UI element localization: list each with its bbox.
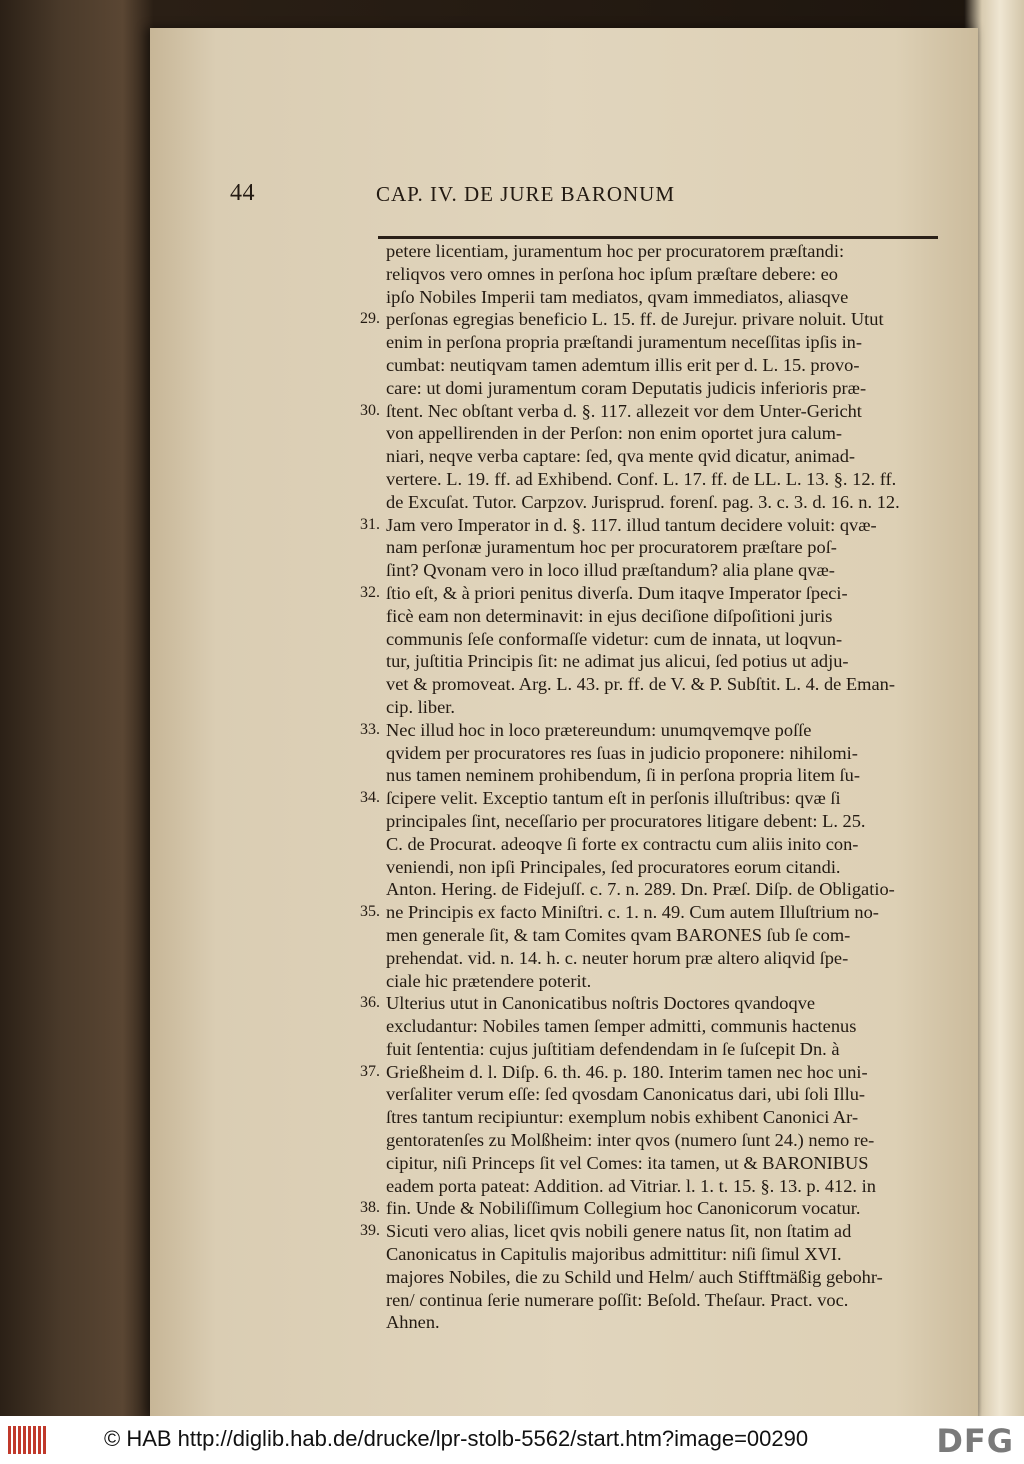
line-text: qvidem per procuratores res ſuas in judicio proponere: nihilomi- (386, 742, 858, 763)
text-line (360, 696, 950, 719)
text-line (360, 286, 950, 309)
line-text: cipitur, niſi Princeps ſit vel Comes: ita tamen, ut & BARONIBUS (386, 1152, 869, 1173)
text-line (360, 308, 950, 331)
text-line (360, 400, 950, 423)
text-line (360, 1220, 950, 1243)
text-line (360, 787, 950, 810)
text-line (360, 1243, 950, 1266)
text-line (360, 901, 950, 924)
line-text: cip. liber. (386, 696, 455, 717)
text-line (360, 1175, 950, 1198)
text-line (360, 582, 950, 605)
line-text: majores Nobiles, die zu Schild und Helm/ auch Stifftmäßig gebohr- (386, 1266, 883, 1287)
line-text: ſcipere velit. Exceptio tantum eſt in perſonis illuſtribus: qvæ ſi (386, 788, 841, 809)
text-line (360, 878, 950, 901)
running-title: CAP. IV. DE JURE BARONUM (376, 182, 675, 206)
text-line (360, 947, 950, 970)
text-line (360, 536, 950, 559)
text-line (360, 491, 950, 514)
line-text: petere licentiam, juramentum hoc per procuratorem præſtandi: (386, 241, 845, 261)
line-text: fuit ſententia: cujus juſtitiam defendendam in ſe ſuſcepit Dn. à (386, 1038, 840, 1059)
text-line (360, 468, 950, 491)
text-line (360, 331, 950, 354)
text-line (360, 1061, 950, 1084)
line-text: tur, juſtitia Principis ſit: ne adimat jus alicui, ſed potius ut adju- (386, 651, 849, 672)
text-line (360, 1266, 950, 1289)
margin-number: 33. (360, 720, 380, 738)
line-text: Sicuti vero alias, licet qvis nobili genere natus ſit, non ſtatim ad (386, 1221, 852, 1242)
line-text: Ulterius utut in Canonicatibus noſtris Doctores qvandoqve (386, 993, 816, 1014)
line-text: Nec illud hoc in loco prætereundum: unumqvemqve poſſe (386, 719, 812, 740)
line-text: Grießheim d. l. Diſp. 6. th. 46. p. 180. Interim tamen nec hoc uni- (386, 1061, 868, 1082)
text-line (360, 650, 950, 673)
line-text: prehendat. vid. n. 14. h. c. neuter horum præ altero aliqvid ſpe- (386, 947, 849, 968)
text-line (360, 1106, 950, 1129)
text-line (360, 719, 950, 742)
text-line (360, 1197, 950, 1220)
text-line (360, 240, 950, 263)
line-text: de Excuſat. Tutor. Carpzov. Jurisprud. forenſ. pag. 3. c. 3. d. 16. n. 12. (386, 491, 900, 512)
line-text: nus tamen neminem prohibendum, ſi in perſona propria litem ſu- (386, 765, 860, 786)
text-line (360, 422, 950, 445)
line-text: perſonas egregias beneficio L. 15. ff. de Jurejur. privare noluit. Utut (386, 309, 884, 330)
line-text: Jam vero Imperator in d. §. 117. illud tantum decidere voluit: qvæ- (386, 514, 877, 535)
line-text: C. de Procurat. adeoqve ſi forte ex contractu cum aliis inito con- (386, 833, 859, 854)
text-line (360, 810, 950, 833)
text-line (360, 354, 950, 377)
text-line (360, 1083, 950, 1106)
line-text: ficè eam non determinavit: in ejus deciſione diſpoſitioni juris (386, 605, 833, 626)
line-text: vertere. L. 19. ff. ad Exhibend. Conf. L. 17. ff. de LL. L. 13. §. 12. ff. (386, 468, 897, 489)
margin-number: 32. (360, 583, 380, 601)
line-text: principales ſint, neceſſario per procuratores litigare debent: L. 25. (386, 810, 866, 831)
line-text: gentoratenſes zu Molßheim: inter qvos (numero ſunt 24.) nemo re- (386, 1130, 875, 1151)
hab-logo-icon (8, 1426, 46, 1454)
text-line (360, 445, 950, 468)
margin-number: 30. (360, 401, 380, 419)
line-text: fin. Unde & Nobiliſſimum Collegium hoc Canonicorum vocatur. (386, 1198, 861, 1219)
margin-number: 36. (360, 994, 380, 1012)
margin-number: 35. (360, 903, 380, 921)
text-line (360, 924, 950, 947)
text-line (360, 514, 950, 537)
line-text: men generale ſit, & tam Comites qvam BARONES ſub ſe com- (386, 924, 851, 945)
line-text: veniendi, non ipſi Principales, ſed procuratores eorum citandi. (386, 856, 841, 877)
line-text: eadem porta pateat: Addition. ad Vitriar. l. 1. t. 15. §. 13. p. 412. in (386, 1175, 876, 1196)
text-line (360, 559, 950, 582)
line-text: Canonicatus in Capitulis majoribus admittitur: niſi ſimul XVI. (386, 1244, 842, 1265)
line-text: niari, neqve verba captare: ſed, qva mente qvid dicatur, animad- (386, 446, 856, 467)
text-line (360, 856, 950, 879)
margin-number: 31. (360, 515, 380, 533)
copyright-link[interactable]: © HAB http://diglib.hab.de/drucke/lpr-stolb-5562/start.htm?image=00290 (104, 1426, 809, 1451)
line-text: von appellirenden in der Perſon: non enim oportet jura calum- (386, 423, 843, 444)
line-text: Anton. Hering. de Fidejuſſ. c. 7. n. 289. Dn. Præſ. Diſp. de Obligatio- (386, 879, 895, 900)
margin-number: 34. (360, 789, 380, 807)
footer-bar (0, 1416, 1024, 1464)
line-text: ſtio eſt, & à priori penitus diverſa. Dum itaqve Imperator ſpeci- (386, 582, 848, 603)
line-text: care: ut domi juramentum coram Deputatis judicis inferioris præ- (386, 377, 867, 398)
text-line (360, 673, 950, 696)
margin-number: 29. (360, 310, 380, 328)
text-line (360, 1015, 950, 1038)
text-line (360, 1289, 950, 1312)
text-line (360, 742, 950, 765)
line-text: Ahnen. (386, 1312, 440, 1333)
text-line (360, 628, 950, 651)
line-text: communis ſeſe conformaſſe videtur: cum de innata, ut loqvun- (386, 628, 843, 649)
line-text: verſaliter verum eſſe: ſed qvosdam Canonicatus dari, ubi ſoli Illu- (386, 1084, 866, 1105)
dfg-logo: DFG (936, 1422, 1014, 1460)
line-text: reliqvos vero omnes in perſona hoc ipſum præſtare debere: eo (386, 263, 838, 284)
text-line (360, 605, 950, 628)
text-line (360, 377, 950, 400)
line-text: excludantur: Nobiles tamen ſemper admitti, communis hactenus (386, 1016, 857, 1037)
text-body (360, 240, 950, 1334)
margin-number: 37. (360, 1062, 380, 1080)
text-line (360, 263, 950, 286)
line-text: ſint? Qvonam vero in loco illud præſtandum? alia plane qvæ- (386, 560, 835, 581)
page-header (230, 180, 830, 216)
line-text: nam perſonæ juramentum hoc per procuratorem præſtare poſ- (386, 537, 837, 558)
line-text: enim in perſona propria præſtandi juramentum neceſſitas ipſis in- (386, 332, 862, 353)
text-line (360, 1152, 950, 1175)
text-line (360, 1129, 950, 1152)
line-text: ciale hic prætendere poterit. (386, 970, 592, 991)
line-text: ne Principis ex facto Miniſtri. c. 1. n. 49. Cum autem Illuſtrium no- (386, 902, 879, 923)
line-text: ſtent. Nec obſtant verba d. §. 117. allezeit vor dem Unter-Gericht (386, 400, 862, 421)
line-text: vet & promoveat. Arg. L. 43. pr. ff. de V. & P. Subſtit. L. 4. de Eman- (386, 674, 895, 695)
header-rule (378, 236, 938, 239)
margin-number: 39. (360, 1222, 380, 1240)
line-text: cumbat: neutiqvam tamen ademtum illis erit per d. L. 15. provo- (386, 354, 860, 375)
text-line (360, 992, 950, 1015)
margin-number: 38. (360, 1199, 380, 1217)
text-line (360, 764, 950, 787)
text-line (360, 833, 950, 856)
text-line (360, 1038, 950, 1061)
text-line (360, 1311, 950, 1334)
line-text: ipſo Nobiles Imperii tam mediatos, qvam immediatos, aliasqve (386, 286, 849, 307)
page-number: 44 (230, 180, 255, 206)
text-line (360, 970, 950, 993)
line-text: ſtres tantum recipiuntur: exemplum nobis exhibent Canonici Ar- (386, 1107, 859, 1128)
line-text: ren/ continua ſerie numerare poſſit: Beſold. Theſaur. Pract. voc. (386, 1289, 849, 1310)
